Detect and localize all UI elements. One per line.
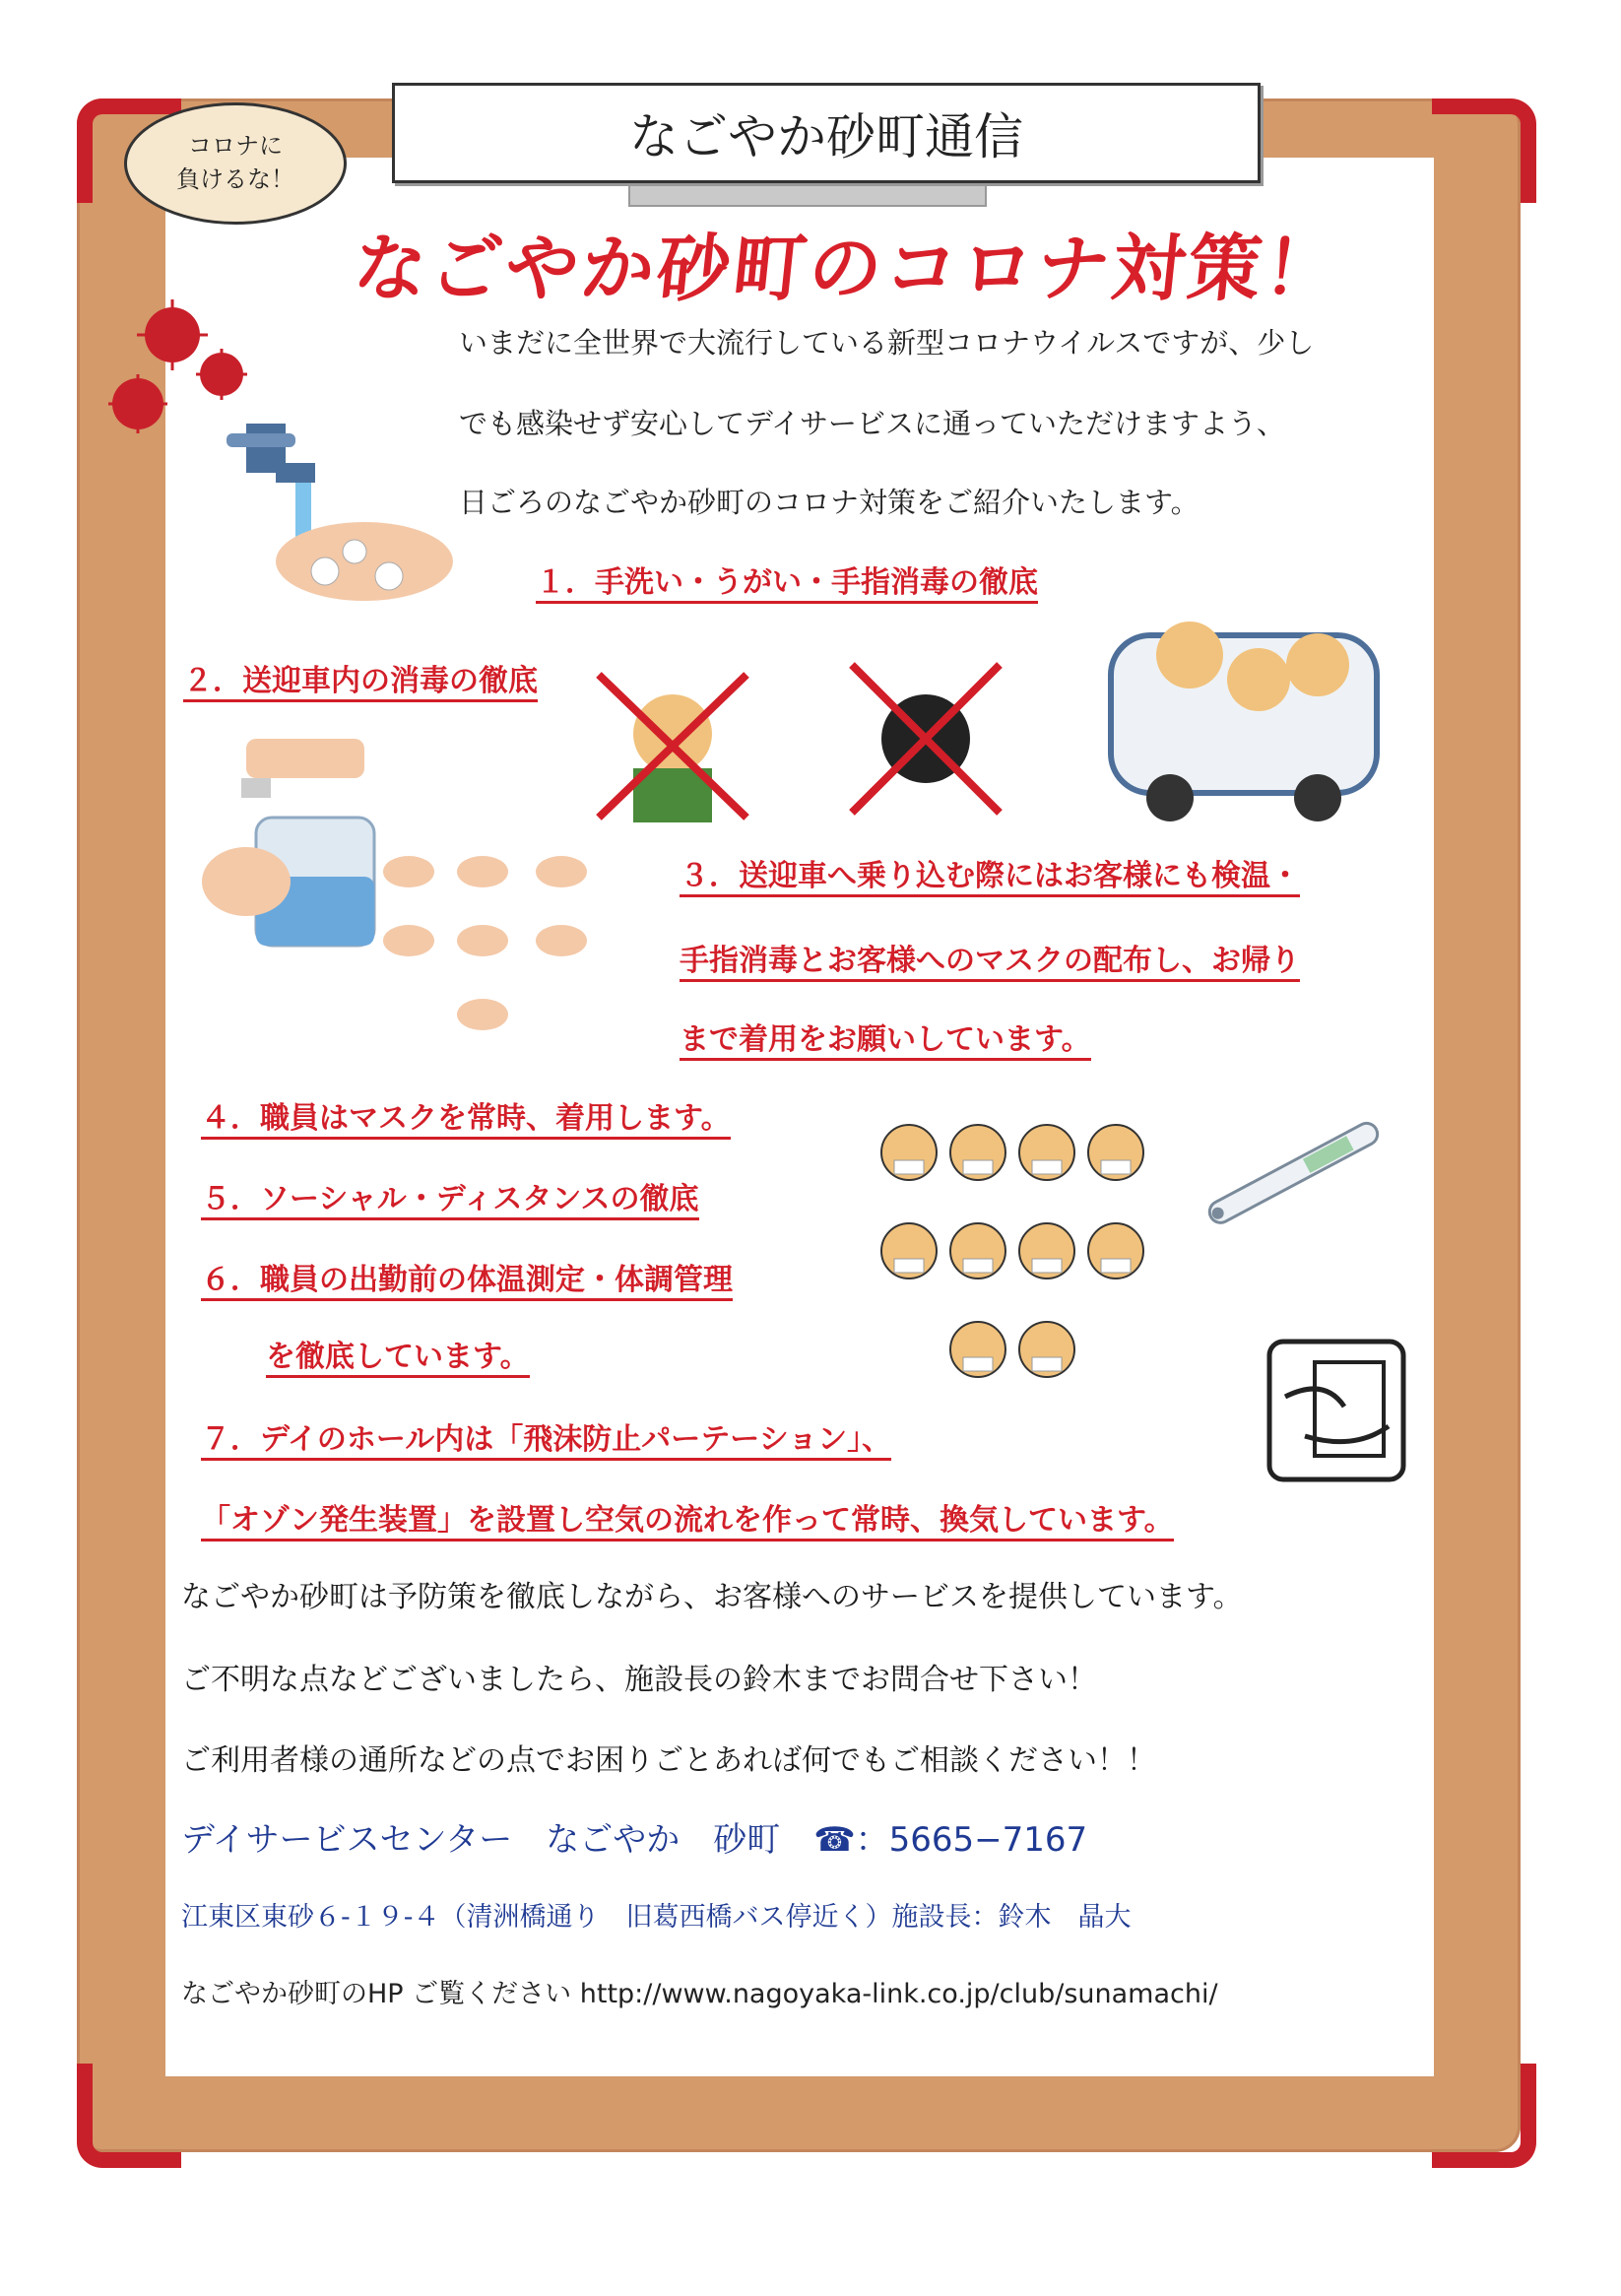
measure-4: ４．職員はマスクを常時、着用します。 xyxy=(201,1093,731,1140)
homepage-link[interactable]: なごやか砂町のHP ご覧ください http://www.nagoyaka-link.co.jp/club/sunamachi/ xyxy=(181,1979,1218,2009)
ventilation-icon xyxy=(1265,1338,1408,1485)
intro-line: いまだに全世界で大流行している新型コロナウイルスですが、少し xyxy=(459,326,1315,360)
address: 江東区東砂６-１９-４（清洲橋通り 旧葛西橋バス停近く）施設長：鈴木 晶大 xyxy=(181,1902,1132,1933)
handwashing-icon xyxy=(217,414,463,621)
measure-3-line1: ３．送迎車へ乗り込む際にはお客様にも検温・ xyxy=(680,851,1300,897)
badge-line: 負けるな！ xyxy=(176,165,294,193)
hand-rub-steps-icon xyxy=(379,842,606,1049)
thermometer-icon xyxy=(1190,1108,1396,1236)
speech-bubble-badge xyxy=(124,102,347,225)
measure-7-line1: ７．デイのホール内は「飛沫防止パーテーション」、 xyxy=(201,1414,891,1461)
closing-line: なごやか砂町は予防策を徹底しながら、お客様へのサービスを提供しています。 xyxy=(181,1580,1243,1614)
closing-line: ご利用者様の通所などの点でお困りごとあれば何でもご相談ください！！ xyxy=(181,1743,1156,1778)
measure-6-line2: を徹底しています。 xyxy=(266,1332,530,1378)
no-sneezing-icon xyxy=(589,665,756,827)
measure-7-line2: 「オゾン発生装置」を設置し空気の流れを作って常時、換気しています。 xyxy=(201,1495,1174,1542)
no-virus-icon xyxy=(842,655,1009,822)
frame-corner xyxy=(1432,98,1536,203)
shuttle-van-icon xyxy=(1101,606,1387,827)
intro-line: でも感染せず安心してデイサービスに通っていただけますよう、 xyxy=(459,407,1285,440)
frame-corner xyxy=(77,2064,181,2168)
newsletter-title: なごやか砂町通信 xyxy=(392,83,1261,183)
measure-3-line2: 手指消毒とお客様へのマスクの配布し、お帰り xyxy=(680,936,1300,982)
badge-line: コロナに xyxy=(188,132,283,161)
measure-2: ２．送迎車内の消毒の徹底 xyxy=(183,656,538,702)
measure-3-line3: まで着用をお願いしています。 xyxy=(680,1015,1091,1061)
masked-staff-group-icon xyxy=(875,1113,1160,1399)
frame-corner xyxy=(1432,2064,1536,2168)
page-title: なごやか砂町のコロナ対策！ xyxy=(349,227,1344,311)
intro-line: 日ごろのなごやか砂町のコロナ対策をご紹介いたします。 xyxy=(459,486,1200,519)
contact-info: デイサービスセンター なごやか 砂町 ☎：5665−7167 xyxy=(181,1820,1088,1860)
measure-1: １．手洗い・うがい・手指消毒の徹底 xyxy=(536,558,1038,604)
measure-5: ５．ソーシャル・ディスタンスの徹底 xyxy=(201,1174,699,1220)
closing-line: ご不明な点などございましたら、施設長の鈴木までお問合せ下さい！ xyxy=(181,1663,1097,1697)
measure-6-line1: ６．職員の出勤前の体温測定・体調管理 xyxy=(201,1255,733,1301)
sanitizer-bottle-icon xyxy=(187,729,384,951)
